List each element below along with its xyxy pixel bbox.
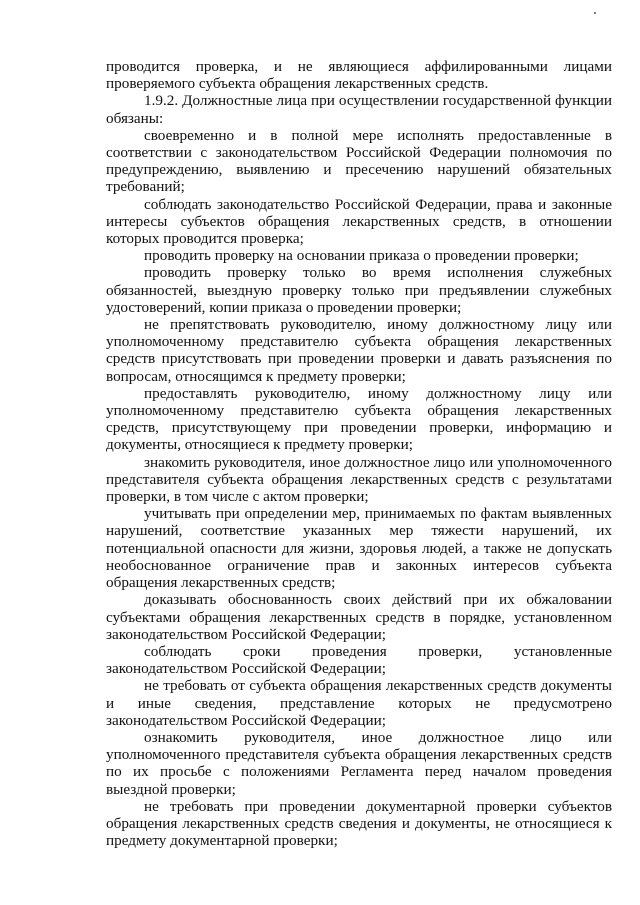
paragraph-duty-2: соблюдать законодательство Российской Федерации, права и законные интересы субъектов обращения лекарственных средств, в отношении которых проводится проверка; — [106, 195, 612, 248]
paragraph-duty-3: проводить проверку на основании приказа о проведении проверки; — [144, 247, 579, 265]
paragraph-duty-1: своевременно и в полной мере исполнять предоставленные в соответствии с законодательством Российской Федерации полномочия по предупреждению, выявлению и пресечению нарушений обязательных требований; — [106, 126, 612, 196]
section-heading-1-9-2: 1.9.2. Должностные лица при осуществлении государственной функции обязаны: — [106, 92, 612, 127]
paragraph-duty-9: доказывать обоснованность своих действий при их обжаловании субъектами обращения лекарственных средств в порядке, установленном законодательством Российской Федерации; — [106, 591, 612, 643]
paragraph-duty-12: ознакомить руководителя, иное должностное лицо или уполномоченного представителя субъекта обращения лекарственных средств по их просьбе с положениями Регламента перед началом проведения выездной проверки; — [106, 728, 612, 798]
paragraph-duty-4: проводить проверку только во время исполнения служебных обязанностей, выездную проверку только при предъявлении служебных удостоверений, копии приказа о проведении проверки; — [106, 264, 612, 316]
paragraph-duty-11: не требовать от субъекта обращения лекарственных средств документы и иные сведения, представление которых не предусмотрено законодательством Российской Федерации; — [106, 677, 612, 729]
paragraph-duty-6: предоставлять руководителю, иному должностному лицу или уполномоченному представителю субъекта обращения лекарственных средств, присутствующему при проведении проверки, информацию и документы, относящиеся к предмету проверки; — [106, 384, 612, 454]
paragraph-continuation: проводится проверка, и не являющиеся аффилированными лицами проверяемого субъекта обращения лекарственных средств. — [106, 58, 612, 93]
paragraph-duty-5: не препятствовать руководителю, иному должностному лицу или уполномоченному представителю субъекта обращения лекарственных средств присутствовать при проведении проверки и давать разъяснения по вопросам, относящимся к предмету проверки; — [106, 316, 612, 385]
document-page — [106, 58, 612, 849]
scan-speck — [594, 12, 596, 14]
paragraph-duty-7: знакомить руководителя, иное должностное лицо или уполномоченного представителя субъекта обращения лекарственных средств с результатами проверки, в том числе с актом проверки; — [106, 453, 612, 506]
paragraph-duty-10: соблюдать сроки проведения проверки, установленные законодательством Российской Федерации; — [106, 642, 612, 678]
paragraph-duty-13: не требовать при проведении документарной проверки субъектов обращения лекарственных средств сведения и документы, не относящиеся к предмету документарной проверки; — [106, 797, 612, 850]
paragraph-duty-8: учитывать при определении мер, принимаемых по фактам выявленных нарушений, соответствие указанных мер тяжести нарушений, их потенциальной опасности для жизни, здоровья людей, а также не допускать необоснованное ограничение прав и законных интересов субъекта обращения лекарственных средств; — [106, 505, 612, 592]
